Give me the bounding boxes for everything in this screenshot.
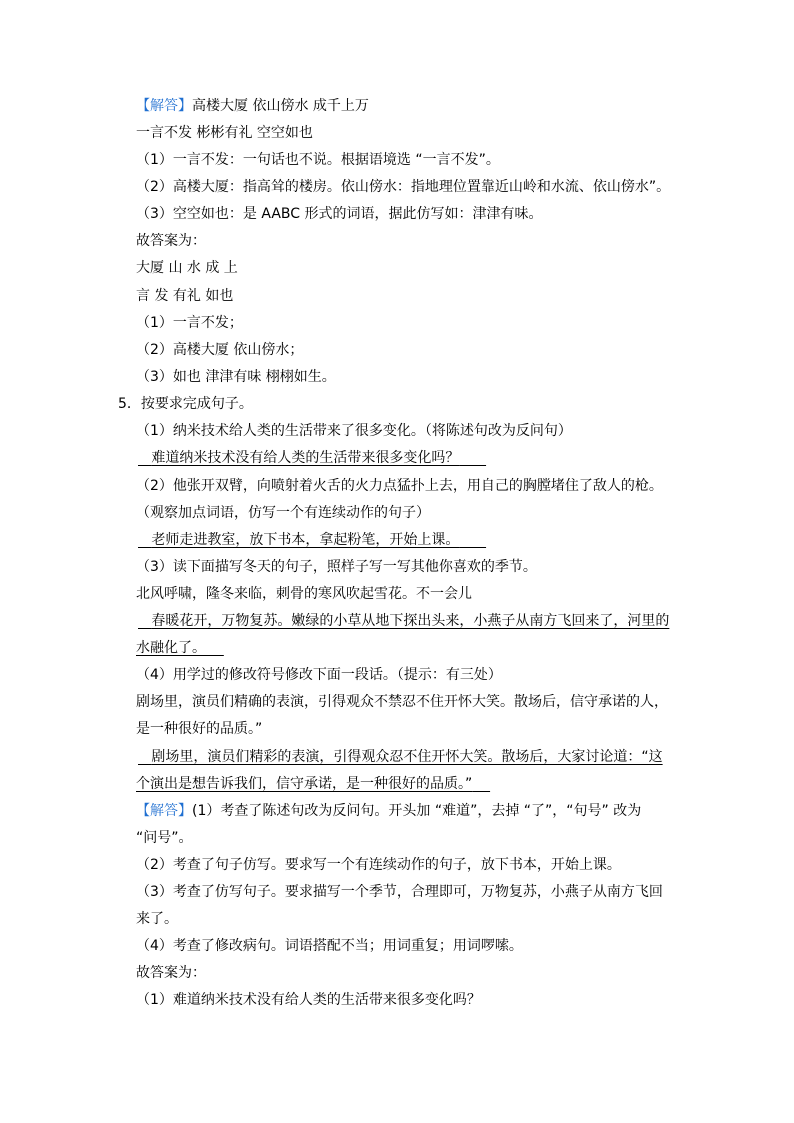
- text-line: 北风呼啸，隆冬来临，刺骨的寒风吹起雪花。不一会儿: [136, 586, 472, 602]
- text-line: 故答案为：: [136, 233, 206, 249]
- text-line: 言 发 有礼 如也: [136, 288, 234, 304]
- text-line: （1）纳米技术给人类的生活带来了很多变化。（将陈述句改为反问句）: [136, 423, 572, 439]
- answer-tag: 【解答】: [136, 98, 192, 114]
- text-line: （1）一言不发；: [136, 315, 243, 331]
- text-line: （2）他张开双臂，向喷射着火舌的火力点猛扑上去，用自己的胸膛堵住了敌人的枪。: [136, 478, 663, 494]
- answer-line-2: 【解答】(1）考查了陈述句改为反问句。开头加 “难道”，去掉 “了”，“句号” 改为: [136, 803, 642, 819]
- answer-underlined: 个演出是想告诉我们，信守承诺，是一种很好的品质。”: [136, 776, 473, 792]
- text-line: （1）一言不发：一句话也不说。根据语境选 “一言不发”。: [136, 152, 500, 168]
- text-line: 是一种很好的品质。”: [136, 721, 263, 737]
- text-line: （2）高楼大厦 依山傍水；: [136, 342, 304, 358]
- answer-underlined: 剧场里，演员们精彩的表演，引得观众忍不住开怀大笑。散场后，大家讨论道：“这: [151, 749, 663, 765]
- answer-underlined: 老师走进教室，放下书本，拿起粉笔，开始上课。: [151, 532, 460, 548]
- text-line: （3）考查了仿写句子。要求描写一个季节，合理即可，万物复苏，小燕子从南方飞回: [136, 884, 663, 900]
- answer-underlined: 水融化了。: [136, 640, 206, 656]
- text-line: （3）读下面描写冬天的句子，照样子写一写其他你喜欢的季节。: [136, 559, 537, 575]
- text-line: （3）空空如也：是 AABC 形式的词语，据此仿写如：津津有味。: [136, 206, 543, 222]
- text-line: （1）难道纳米技术没有给人类的生活带来很多变化吗？: [136, 992, 481, 1008]
- text-line: （2）高楼大厦：指高耸的楼房。依山傍水：指地理位置靠近山岭和水流、依山傍水”。: [136, 179, 671, 195]
- text-line: 来了。: [136, 911, 178, 927]
- answer-tag: 【解答】: [136, 803, 192, 819]
- answer-line-1: 【解答】高楼大厦 依山傍水 成千上万: [136, 98, 369, 114]
- text-line: （观察加点词语，仿写一个有连续动作的句子）: [136, 505, 430, 521]
- text-line: 大厦 山 水 成 上: [136, 260, 238, 276]
- text-line: （2）考查了句子仿写。要求写一个有连续动作的句子，放下书本，开始上课。: [136, 857, 621, 873]
- text-line: （4）考查了修改病句。词语搭配不当；用词重复；用词啰嗦。: [136, 938, 523, 954]
- text-line: （3）如也 津津有味 栩栩如生。: [136, 369, 336, 385]
- answer-underlined: 难道纳米技术没有给人类的生活带来很多变化吗？: [151, 450, 460, 466]
- text-line: （4）用学过的修改符号修改下面一段话。（提示：有三处）: [136, 667, 502, 683]
- text-line: 剧场里，演员们精确的表演，引得观众不禁忍不住开怀大笑。散场后，信守承诺的人，: [136, 694, 668, 710]
- answer-underlined: 春暖花开，万物复苏。嫩绿的小草从地下探出头来，小燕子从南方飞回来了，河里的: [151, 613, 670, 629]
- text-line: 一言不发 彬彬有礼 空空如也: [136, 125, 313, 141]
- text-line: 故答案为：: [136, 965, 206, 981]
- text-line: “问号”。: [136, 830, 193, 846]
- question-5-title: 5．按要求完成句子。: [118, 396, 253, 412]
